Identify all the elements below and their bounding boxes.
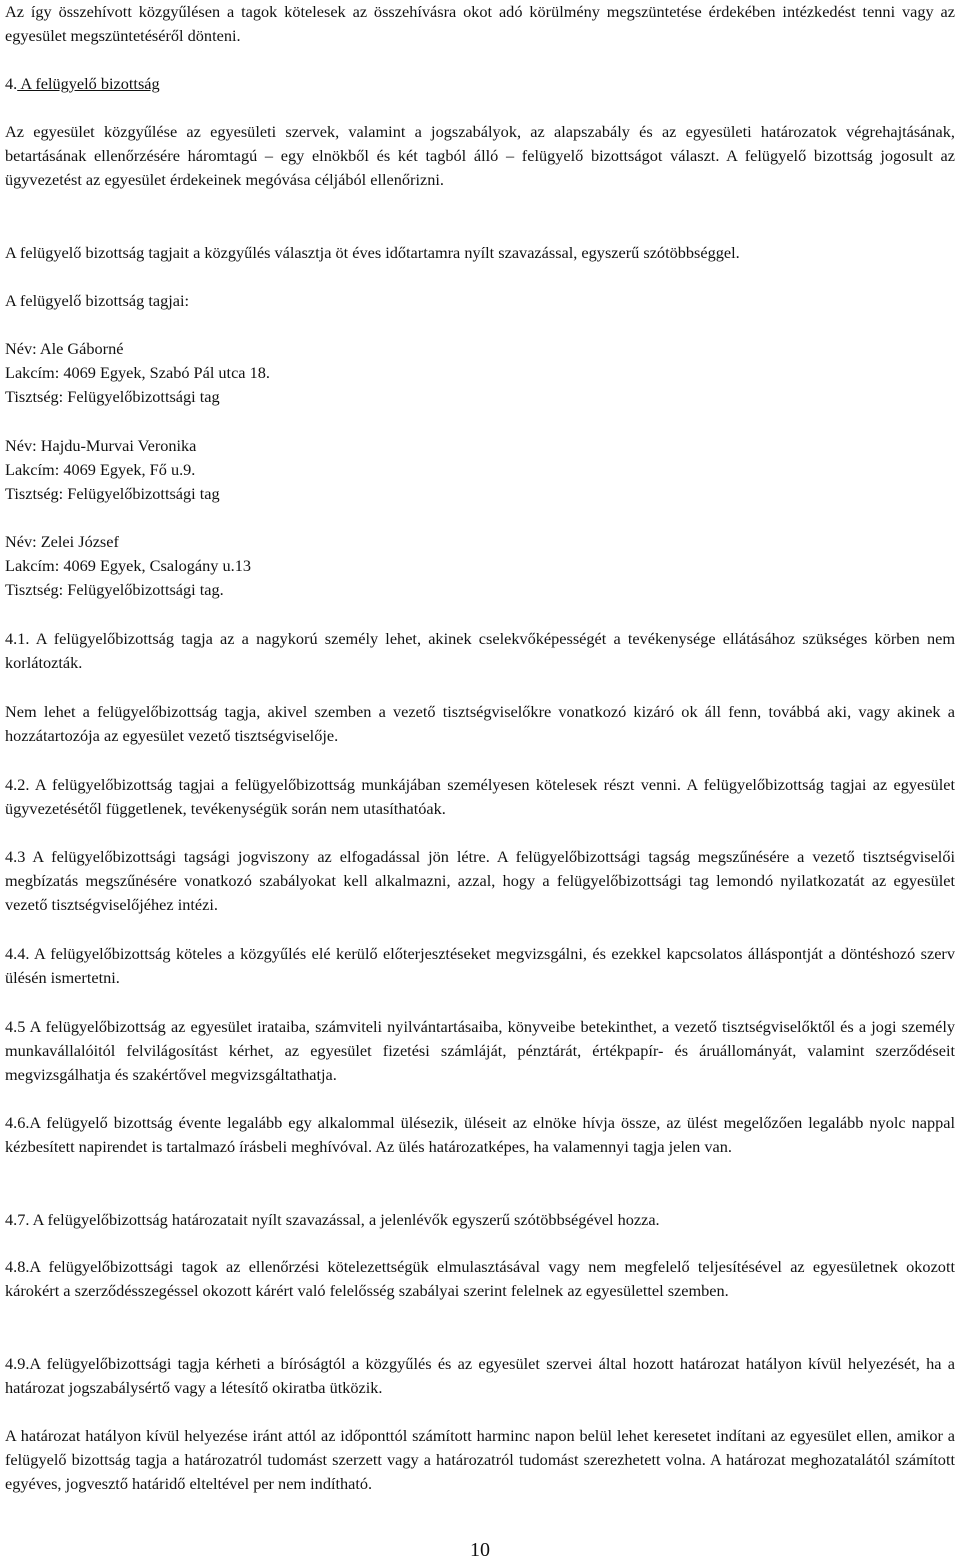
section-heading-title: A felügyelő bizottság — [17, 74, 160, 93]
section-4-9: 4.9.A felügyelőbizottsági tagja kérheti a bíróságtól a közgyűlés és az egyesület szervei által hozott határozat hatályon kívül helyezését, ha a határozat jogszabálysértő vagy a létesítő okiratba ütközik. — [5, 1354, 955, 1397]
member-name: Név: Zelei József — [5, 532, 119, 551]
paragraph-supervisory-board: Az egyesület közgyűlése az egyesületi szervek, valamint a jogszabályok, az alapszabály és az egyesületi határozatok végrehajtásának, betartásának ellenőrzésére háromtagú – egy elnökből és két tagból álló – felügyelő bizottságot választ. A felügyelő bizottság jogosult az ügyvezetést az egyesület érdekeinek megóvása céljából ellenőrizni. — [5, 122, 955, 189]
section-heading — [5, 72, 955, 96]
member-address: Lakcím: 4069 Egyek, Fő u.9. — [5, 460, 196, 479]
section-4-9-deadline: A határozat hatályon kívül helyezése iránt attól az időponttól számított harminc napon belül lehet keresetet indítani az egyesület ellen, amikor a felügyelő bizottság tagja a határozatról tudomást szerzett vagy a határozatról tudomást szerezhetett volna. A határozat meghozatalától számított egyéves, jogvesztő határidő elteltével per nem indítható. — [5, 1426, 955, 1493]
section-4-4: 4.4. A felügyelőbizottság köteles a közgyűlés elé kerülő előterjesztéseket megvizsgálni, és ezekkel kapcsolatos álláspontját a döntéshozó szerv ülésén ismertetni. — [5, 944, 955, 987]
paragraph-intro: Az így összehívott közgyűlésen a tagok kötelesek az összehívásra okot adó körülmény megszüntetése érdekében intézkedést tenni vagy az egyesület megszüntetéséről dönteni. — [5, 2, 955, 45]
section-4-2: 4.2. A felügyelőbizottság tagjai a felügyelőbizottság munkájában személyesen kötelesek részt venni. A felügyelőbizottság tagjai az egyesület ügyvezetésétől függetlenek, tevékenységük során nem utasíthatóak. — [5, 775, 955, 818]
section-heading-number: 4. — [5, 74, 18, 93]
member-address: Lakcím: 4069 Egyek, Szabó Pál utca 18. — [5, 363, 270, 382]
member-name: Név: Ale Gáborné — [5, 339, 124, 358]
member-block — [5, 337, 955, 409]
member-block — [5, 530, 955, 602]
section-4-8: 4.8.A felügyelőbizottsági tagok az ellenőrzési kötelezettségük elmulasztásával vagy nem megfelelő teljesítésével az egyesületnek okozott károkért a szerződésszegéssel okozott kárért való felelősség szabályai szerint felelnek az egyesülettel szemben. — [5, 1257, 955, 1300]
section-4-7: 4.7. A felügyelőbizottság határozatait nyílt szavazással, a jelenlévők egyszerű szótöbbségével hozza. — [5, 1210, 660, 1229]
section-4-5: 4.5 A felügyelőbizottság az egyesület irataiba, számviteli nyilvántartásaiba, könyveibe betekinthet, a vezető tisztségviselőktől és a jogi személy munkavállalóitól felvilágosítást kérhet, az egyesület fizetési számláját, pénztárát, értékpapír- és áruállományát, valamint szerződéseit megvizsgálhatja és szakértővel megvizsgáltathatja. — [5, 1017, 955, 1084]
section-4-3: 4.3 A felügyelőbizottsági tagsági jogviszony az elfogadással jön létre. A felügyelőbizottsági tagság megszűnésére a vezető tisztségviselői megbízatás megszűnésére vonatkozó szabályokat kell alkalmazni, azzal, hogy a felügyelőbizottsági tag lemondó nyilatkozatát az egyesület vezető tisztségviselőjéhez intézi. — [5, 847, 955, 914]
page-number: 10 — [470, 1539, 490, 1561]
section-4-1-exclusion: Nem lehet a felügyelőbizottság tagja, akivel szemben a vezető tisztségviselőkre vonatkozó kizáró ok áll fenn, továbbá aki, vagy akinek a hozzátartozója az egyesület vezető tisztségviselője. — [5, 702, 955, 745]
section-4-6: 4.6.A felügyelő bizottság évente legalább egy alkalommal ülésezik, üléseit az elnöke hívja össze, az ülést megelőzően legalább nyolc nappal kézbesített napirendet is tartalmazó írásbeli meghívóval. Az ülés határozatképes, ha valamennyi tagja jelen van. — [5, 1113, 955, 1156]
member-role: Tisztség: Felügyelőbizottsági tag — [5, 484, 220, 503]
member-role: Tisztség: Felügyelőbizottsági tag — [5, 387, 220, 406]
paragraph-election: A felügyelő bizottság tagjait a közgyűlés választja öt éves időtartamra nyílt szavazással, egyszerű szótöbbséggel. — [5, 243, 740, 262]
member-address: Lakcím: 4069 Egyek, Csalogány u.13 — [5, 556, 251, 575]
member-block — [5, 434, 955, 506]
section-4-1: 4.1. A felügyelőbizottság tagja az a nagykorú személy lehet, akinek cselekvőképességét a tevékenysége ellátásához szükséges körben nem korlátozták. — [5, 629, 955, 672]
paragraph-members-heading: A felügyelő bizottság tagjai: — [5, 291, 190, 310]
member-name: Név: Hajdu-Murvai Veronika — [5, 436, 197, 455]
member-role: Tisztség: Felügyelőbizottsági tag. — [5, 580, 224, 599]
